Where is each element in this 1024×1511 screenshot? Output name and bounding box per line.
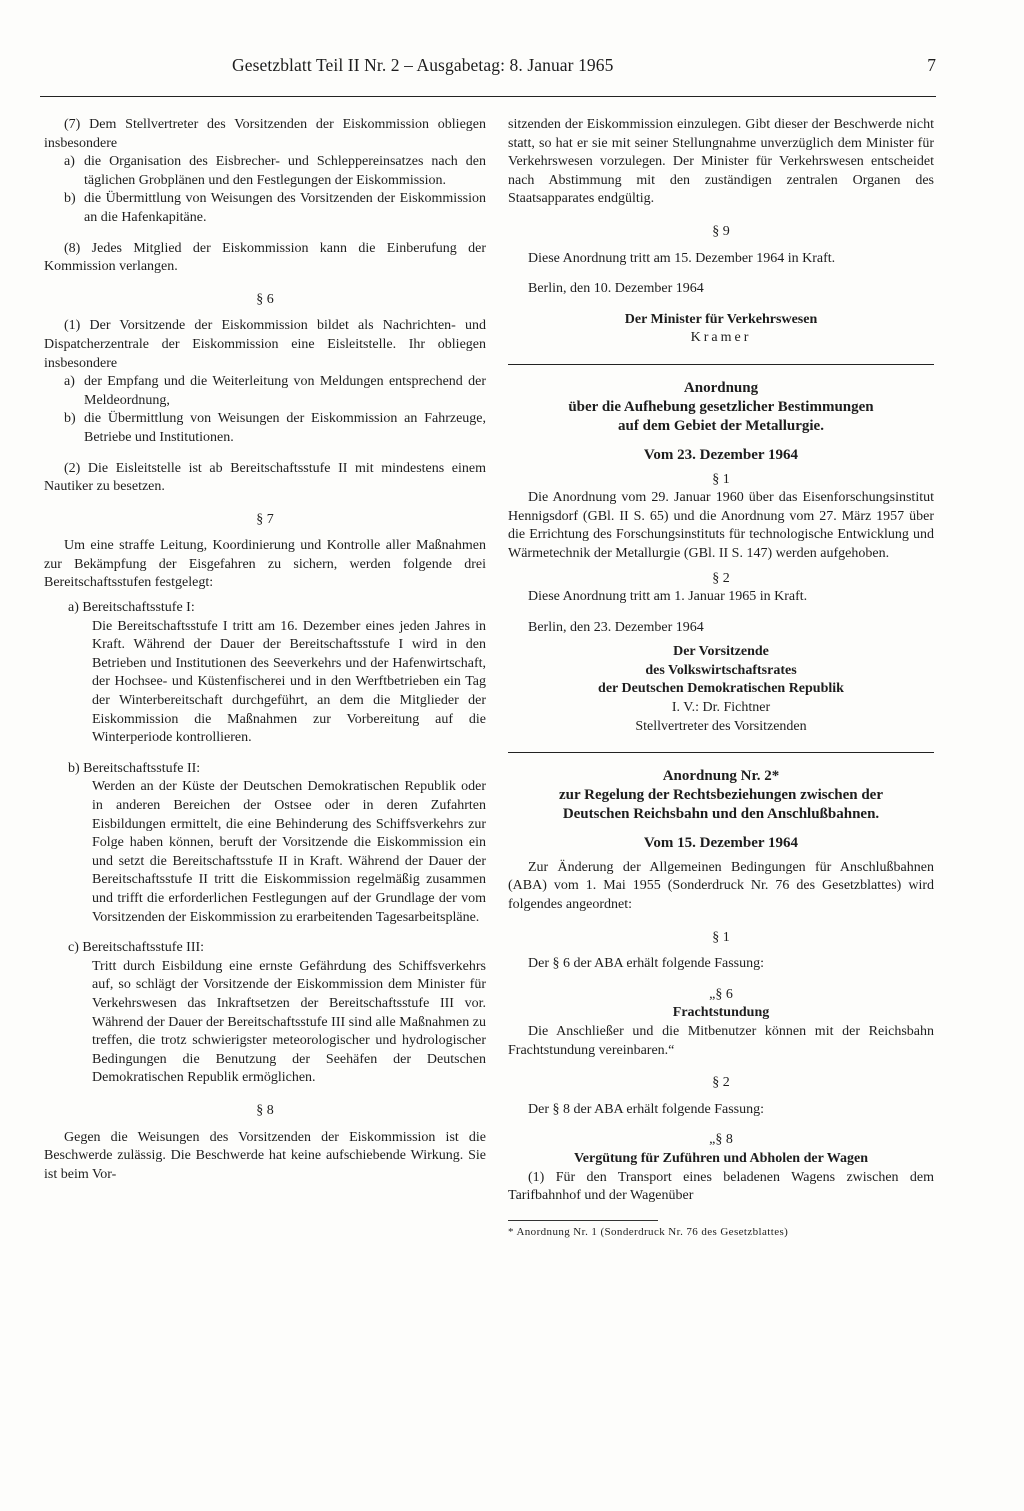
section-rule [508, 364, 934, 365]
page-number: 7 [927, 55, 936, 75]
level-label: a) Bereitschaftsstufe I: [68, 600, 195, 616]
paragraph: Der § 6 der ABA erhält folgende Fassung: [528, 956, 765, 972]
list-text: die Übermittlung von Weisungen der Eiskommission an Fahrzeuge, Betriebe und Institutionen. [84, 411, 486, 445]
quoted-section-heading: „§ 8 [709, 1132, 733, 1148]
list-item [64, 190, 486, 227]
place-date: Berlin, den 23. Dezember 1964 [528, 619, 704, 635]
signatory-role: Stellvertreter des Vorsitzenden [635, 718, 807, 734]
footnote-rule [508, 1220, 658, 1221]
paragraph: sitzenden der Eiskommission einzulegen. Gibt dieser der Beschwerde nicht statt, so hat er sie mit seiner Stellungnahme unverzüglich dem Minister für Verkehrswesen vorzulegen. Der Minister für Verkehrswesen entscheidet nach Abstimmung mit den zuständigen zentralen Organen des Staatsapparates endgültig. [508, 117, 934, 207]
left-column [44, 116, 486, 1184]
signatory-title: Der Vorsitzende [673, 644, 769, 660]
list-label: a) [64, 154, 75, 170]
ordinance-title: auf dem Gebiet der Metallurgie. [618, 417, 824, 434]
ordinance-date: Vom 23. Dezember 1964 [643, 446, 799, 463]
header-title: Gesetzblatt Teil II Nr. 2 – Ausgabetag: 8. Januar 1965 [232, 55, 614, 75]
quoted-section-title: Vergütung für Zuführen und Abholen der Wagen [573, 1150, 869, 1166]
page-header [40, 56, 936, 84]
quoted-section-heading: „§ 6 [709, 986, 733, 1002]
list-label: b) [64, 411, 76, 427]
paragraph-7: (7) Dem Stellvertreter des Vorsitzenden der Eiskommission obliegen insbesondere [44, 117, 486, 151]
right-column [508, 116, 934, 1239]
list-item [64, 410, 486, 447]
paragraph: Der § 8 der ABA erhält folgende Fassung: [528, 1101, 765, 1117]
paragraph: Diese Anordnung tritt am 1. Januar 1965 in Kraft. [528, 589, 808, 605]
level-text: Werden an der Küste der Deutschen Demokratischen Republik oder in anderen Bereichen der Ostsee oder in deren Zufahrten Eisbildungen ermittelt, die eine Behinderung des Schiffsverkehrs zur Folge haben können, beruft der Vorsitzende die Eiskommission ein und setzt die Bereitschaftsstufe II in Kraft. Während der Dauer der Bereitschaftsstufe II tritt die Eiskommission regelmäßig zusammen und trifft die erforderlichen Festlegungen auf der Grundlage der vom Vorsitzenden der Eiskommission zu erarbeitenden Tagesarbeitspläne. [92, 779, 486, 925]
header-rule [40, 96, 936, 97]
list-text: die Organisation des Eisbrecher- und Schleppereinsatzes nach den täglichen Grobplänen und den Festlegungen der Eiskommission. [84, 154, 486, 188]
level-label: b) Bereitschaftsstufe II: [68, 760, 201, 776]
level-label: c) Bereitschaftsstufe III: [68, 940, 205, 956]
place-date: Berlin, den 10. Dezember 1964 [528, 281, 704, 297]
paragraph: (1) Für den Transport eines beladenen Wagens zwischen dem Tarifbahnhof und der Wagenüber [508, 1169, 934, 1204]
paragraph: (1) Der Vorsitzende der Eiskommission bildet als Nachrichten- und Dispatcherzentrale der Eiskommission eine Eisleitstelle. Ihr obliegen insbesondere [44, 318, 486, 371]
signatory-name: I. V.: Dr. Fichtner [671, 700, 771, 716]
ordinance-title: Anordnung [683, 379, 759, 396]
ordinance-date: Vom 15. Dezember 1964 [643, 835, 799, 852]
paragraph: Zur Änderung der Allgemeinen Bedingungen für Anschlußbahnen (ABA) vom 1. Mai 1955 (Sonderdruck Nr. 76 des Gesetzblattes) wird folgendes angeordnet: [508, 859, 934, 913]
signatory-title: des Volkswirtschaftsrates [645, 662, 797, 678]
signatory-title: der Deutschen Demokratischen Republik [598, 681, 844, 697]
list-text: der Empfang und die Weiterleitung von Meldungen entsprechend der Meldeordnung, [84, 374, 486, 408]
section-rule [508, 752, 934, 753]
signatory-title: Der Minister für Verkehrswesen [624, 311, 818, 327]
ordinance-title: zur Regelung der Rechtsbeziehungen zwischen der [558, 787, 883, 804]
list-item [64, 153, 486, 190]
ordinance-title: Anordnung Nr. 2* [662, 768, 780, 785]
paragraph: Die Anordnung vom 29. Januar 1960 über das Eisenforschungsinstitut Hennigsdorf (GBl. II S. 65) und die Anordnung vom 27. März 1957 über die Errichtung des Forschungsinstituts für technologische Entwicklung und Wärmetechnik der Metallurgie (GBl. II S. 147) werden aufgehoben. [508, 490, 934, 561]
paragraph-8: (8) Jedes Mitglied der Eiskommission kann die Einberufung der Kommission verlangen. [44, 240, 486, 275]
paragraph: Gegen die Weisungen des Vorsitzenden der Eiskommission ist die Beschwerde zulässig. Die Beschwerde hat keine aufschiebende Wirkung. Sie ist beim Vor- [44, 1129, 486, 1182]
paragraph: Um eine straffe Leitung, Koordinierung und Kontrolle aller Maßnahmen zur Bekämpfung der Eisgefahren zu sichern, werden folgende drei Bereitschaftsstufen festgelegt: [44, 538, 486, 591]
signatory-name: Kramer [690, 330, 752, 346]
list-item [64, 373, 486, 410]
section-heading: § 9 [712, 223, 730, 239]
list-text: die Übermittlung von Weisungen des Vorsitzenden der Eiskommission an die Hafenkapitäne. [84, 191, 486, 225]
list-label: a) [64, 374, 75, 390]
section-heading: § 2 [712, 570, 730, 586]
section-heading: § 7 [256, 511, 274, 527]
paragraph: Diese Anordnung tritt am 15. Dezember 1964 in Kraft. [528, 250, 836, 266]
section-heading: § 2 [712, 1075, 730, 1091]
level-text: Die Bereitschaftsstufe I tritt am 16. Dezember eines jeden Jahres in Kraft. Während der Dauer der Bereitschaftsstufe I wird in den Betrieben und Institutionen des Seeverkehrs und der Hafenwirtschaft, der Hochsee- und Küstenfischerei und in den Werftbetrieben ein Tag der Winterbereitschaft durchgeführt, an dem die Mitglieder der Eiskommission die Maßnahmen zur Vorbereitung auf die Winterperiode kontrollieren. [92, 618, 486, 746]
section-heading: § 8 [256, 1102, 274, 1118]
ordinance-title: Deutschen Reichsbahn und den Anschlußbahnen. [562, 806, 880, 823]
level-text: Tritt durch Eisbildung eine ernste Gefährdung des Schiffsverkehrs auf, so schlägt der Vorsitzende der Eiskommission dem Minister für Verkehrswesen das Inkraftsetzen der Bereitschaftsstufe III vor. Während der Dauer der Bereitschaftsstufe III sind alle Maßnahmen zu treffen, die trotz schwierigster meteorologischer und hydrologischer Bedingungen die Benutzung der Seehäfen der Deutschen Demokratischen Republik ermöglichen. [92, 958, 486, 1086]
paragraph: (2) Die Eisleitstelle ist ab Bereitschaftsstufe II mit mindestens einem Nautiker zu besetzen. [44, 460, 486, 495]
quoted-section-title: Frachtstundung [672, 1005, 770, 1021]
list-label: b) [64, 191, 76, 207]
section-heading: § 1 [712, 471, 730, 487]
section-heading: § 1 [712, 929, 730, 945]
footnote: * Anordnung Nr. 1 (Sonderdruck Nr. 76 des Gesetzblattes) [508, 1225, 789, 1238]
paragraph: Die Anschließer und die Mitbenutzer können mit der Reichsbahn Frachtstundung vereinbaren.“ [508, 1024, 934, 1058]
ordinance-title: über die Aufhebung gesetzlicher Bestimmungen [568, 398, 874, 415]
section-heading: § 6 [256, 291, 274, 307]
